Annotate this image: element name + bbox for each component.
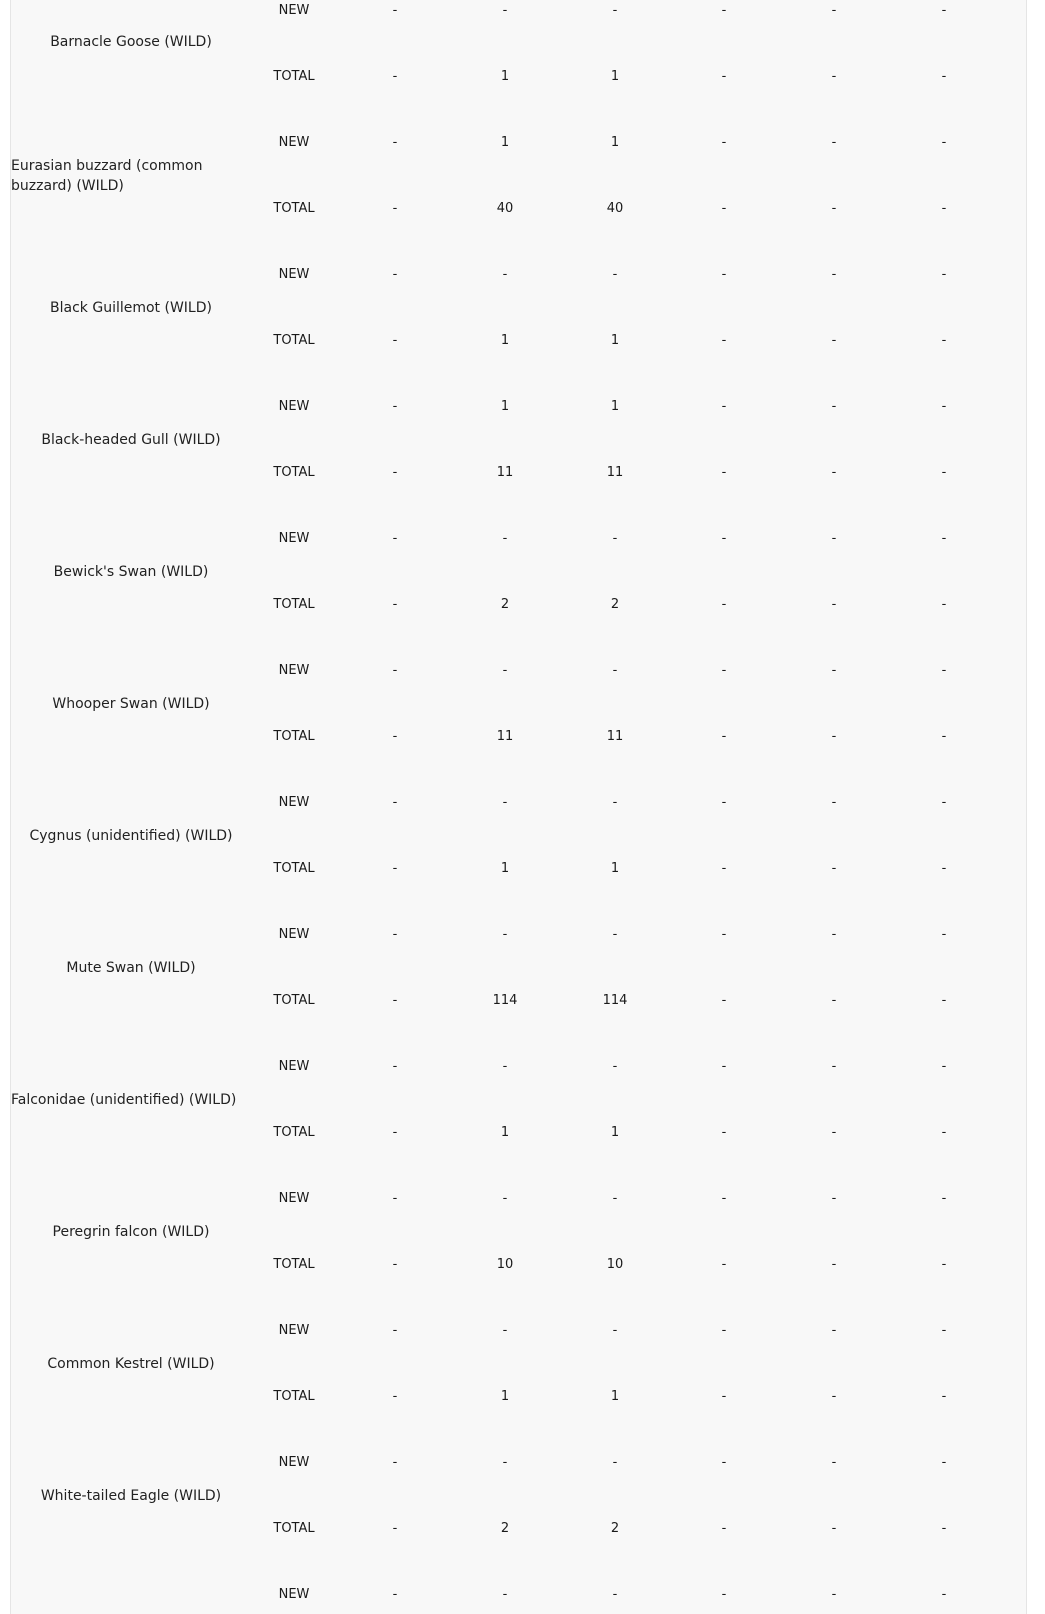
- table-cell: -: [612, 1587, 618, 1602]
- row-type-label: TOTAL: [273, 729, 315, 744]
- table-cell: -: [941, 3, 947, 18]
- table-cell: -: [392, 1455, 398, 1470]
- table-cell: 114: [602, 993, 628, 1008]
- table-cell: -: [831, 135, 837, 150]
- table-cell: 1: [500, 861, 510, 876]
- table-cell: -: [392, 69, 398, 84]
- table-cell: -: [392, 927, 398, 942]
- table-cell: -: [941, 1521, 947, 1536]
- table-cell: -: [831, 795, 837, 810]
- table-cell: -: [941, 729, 947, 744]
- table-cell: -: [721, 465, 727, 480]
- row-type-label: NEW: [278, 531, 310, 546]
- row-type-label: NEW: [278, 1587, 310, 1602]
- table-cell: 1: [610, 1389, 620, 1404]
- table-cell: -: [612, 267, 618, 282]
- table-cell: -: [502, 1191, 508, 1206]
- table-cell: -: [831, 1059, 837, 1074]
- table-cell: -: [831, 861, 837, 876]
- table-cell: -: [831, 663, 837, 678]
- table-cell: -: [612, 663, 618, 678]
- table-cell: -: [941, 861, 947, 876]
- row-type-label: TOTAL: [273, 1389, 315, 1404]
- species-name: [11, 1430, 251, 1562]
- table-cell: -: [721, 729, 727, 744]
- table-cell: 2: [610, 597, 620, 612]
- table-cell: -: [941, 333, 947, 348]
- species-label: Black Guillemot (WILD): [50, 300, 212, 316]
- table-cell: -: [502, 663, 508, 678]
- table-cell: 114: [492, 993, 518, 1008]
- row-type-label: TOTAL: [273, 201, 315, 216]
- table-cell: -: [721, 531, 727, 546]
- table-cell: -: [612, 1191, 618, 1206]
- table-cell: -: [502, 1455, 508, 1470]
- table-cell: -: [392, 3, 398, 18]
- table-cell: -: [392, 729, 398, 744]
- species-label: Mute Swan (WILD): [66, 960, 196, 976]
- species-name: [11, 638, 251, 770]
- table-cell: -: [721, 993, 727, 1008]
- table-cell: 1: [500, 333, 510, 348]
- table-cell: -: [831, 69, 837, 84]
- table-cell: -: [941, 927, 947, 942]
- table-cell: -: [941, 267, 947, 282]
- table-cell: -: [941, 1389, 947, 1404]
- table-cell: -: [392, 135, 398, 150]
- table-cell: -: [831, 531, 837, 546]
- table-cell: -: [831, 1191, 837, 1206]
- table-cell: 1: [610, 399, 620, 414]
- table-cell: -: [502, 927, 508, 942]
- species-table: [11, 0, 1026, 1614]
- species-name: [11, 506, 251, 638]
- species-label: Black-headed Gull (WILD): [41, 432, 221, 448]
- table-cell: -: [721, 69, 727, 84]
- table-cell: 1: [610, 69, 620, 84]
- table-cell: -: [502, 1059, 508, 1074]
- table-cell: -: [721, 333, 727, 348]
- table-cell: -: [941, 1455, 947, 1470]
- table-cell: -: [721, 1191, 727, 1206]
- row-type-label: NEW: [278, 399, 310, 414]
- table-cell: -: [502, 1323, 508, 1338]
- species-name: [11, 110, 251, 242]
- table-cell: -: [392, 399, 398, 414]
- table-cell: -: [392, 1257, 398, 1272]
- table-cell: -: [941, 1059, 947, 1074]
- table-cell: -: [941, 69, 947, 84]
- row-type-label: TOTAL: [273, 597, 315, 612]
- table-cell: -: [721, 1389, 727, 1404]
- species-label: Cygnus (unidentified) (WILD): [29, 828, 233, 844]
- species-name: [11, 1298, 251, 1430]
- table-cell: -: [612, 3, 618, 18]
- table-cell: -: [721, 399, 727, 414]
- species-label: Eurasian buzzard (common buzzard) (WILD): [11, 158, 203, 194]
- table-cell: -: [502, 3, 508, 18]
- table-cell: -: [612, 531, 618, 546]
- table-cell: 1: [610, 135, 620, 150]
- table-cell: -: [392, 597, 398, 612]
- species-name: [11, 902, 251, 1034]
- species-name: [11, 242, 251, 374]
- species-label: Common Kestrel (WILD): [47, 1356, 215, 1372]
- species-label: Whooper Swan (WILD): [52, 696, 210, 712]
- table-cell: -: [721, 1521, 727, 1536]
- table-cell: 1: [500, 399, 510, 414]
- row-type-label: NEW: [278, 927, 310, 942]
- row-type-label: TOTAL: [273, 333, 315, 348]
- table-cell: -: [392, 201, 398, 216]
- row-type-label: TOTAL: [273, 993, 315, 1008]
- table-cell: -: [721, 201, 727, 216]
- table-cell: -: [941, 993, 947, 1008]
- table-cell: -: [721, 135, 727, 150]
- table-cell: -: [831, 399, 837, 414]
- table-cell: -: [392, 1587, 398, 1602]
- table-cell: -: [392, 993, 398, 1008]
- table-cell: -: [612, 1455, 618, 1470]
- table-cell: -: [721, 1323, 727, 1338]
- table-cell: -: [941, 531, 947, 546]
- table-cell: -: [831, 1521, 837, 1536]
- table-cell: 1: [500, 1389, 510, 1404]
- row-type-label: TOTAL: [273, 69, 315, 84]
- table-cell: -: [502, 531, 508, 546]
- table-cell: -: [831, 1257, 837, 1272]
- table-cell: 1: [610, 333, 620, 348]
- table-cell: -: [721, 1587, 727, 1602]
- row-type-label: TOTAL: [273, 861, 315, 876]
- table-cell: -: [721, 663, 727, 678]
- table-cell: 10: [496, 1257, 514, 1272]
- table-cell: -: [831, 267, 837, 282]
- table-cell: -: [831, 1125, 837, 1140]
- report-panel: [10, 0, 1027, 1614]
- table-cell: -: [941, 1125, 947, 1140]
- table-cell: -: [721, 267, 727, 282]
- table-cell: -: [831, 729, 837, 744]
- table-cell: 2: [500, 597, 510, 612]
- table-cell: -: [941, 597, 947, 612]
- table-cell: -: [392, 531, 398, 546]
- table-cell: -: [721, 927, 727, 942]
- row-type-label: NEW: [278, 267, 310, 282]
- species-label: Falconidae (unidentified) (WILD): [11, 1092, 237, 1108]
- table-cell: 1: [610, 1125, 620, 1140]
- species-name: [11, 1034, 251, 1166]
- table-cell: -: [831, 1455, 837, 1470]
- row-type-label: TOTAL: [273, 465, 315, 480]
- table-cell: -: [392, 267, 398, 282]
- row-type-label: NEW: [278, 3, 310, 18]
- table-cell: -: [392, 861, 398, 876]
- table-cell: 2: [610, 1521, 620, 1536]
- row-type-label: NEW: [278, 795, 310, 810]
- table-cell: -: [941, 663, 947, 678]
- row-type-label: NEW: [278, 663, 310, 678]
- table-cell: -: [392, 1521, 398, 1536]
- row-type-label: NEW: [278, 1455, 310, 1470]
- table-cell: 1: [610, 861, 620, 876]
- species-label: White-tailed Eagle (WILD): [40, 1488, 222, 1504]
- table-cell: 11: [606, 729, 624, 744]
- table-cell: -: [831, 201, 837, 216]
- row-type-label: TOTAL: [273, 1521, 315, 1536]
- table-cell: -: [502, 267, 508, 282]
- table-cell: -: [721, 1125, 727, 1140]
- table-row: [11, 1585, 1026, 1605]
- table-cell: 10: [606, 1257, 624, 1272]
- table-cell: -: [392, 795, 398, 810]
- table-cell: -: [392, 1191, 398, 1206]
- table-cell: -: [612, 1323, 618, 1338]
- table-cell: 11: [496, 465, 514, 480]
- table-cell: -: [502, 1587, 508, 1602]
- species-name: [11, 770, 251, 902]
- table-cell: 1: [500, 69, 510, 84]
- species-label: Bewick's Swan (WILD): [53, 564, 209, 580]
- table-cell: -: [392, 663, 398, 678]
- row-type-label: TOTAL: [273, 1257, 315, 1272]
- species-name: [11, 1166, 251, 1298]
- table-cell: -: [831, 927, 837, 942]
- table-cell: 1: [500, 135, 510, 150]
- table-cell: -: [392, 1125, 398, 1140]
- table-cell: -: [941, 1191, 947, 1206]
- table-cell: -: [941, 1257, 947, 1272]
- table-cell: -: [941, 465, 947, 480]
- table-cell: -: [831, 1587, 837, 1602]
- table-cell: -: [941, 135, 947, 150]
- table-cell: -: [941, 201, 947, 216]
- table-cell: -: [721, 3, 727, 18]
- table-cell: -: [941, 399, 947, 414]
- table-cell: -: [721, 1455, 727, 1470]
- table-cell: -: [721, 1257, 727, 1272]
- table-cell: -: [502, 795, 508, 810]
- species-label: Peregrin falcon (WILD): [52, 1224, 210, 1240]
- table-cell: -: [721, 1059, 727, 1074]
- table-cell: -: [721, 861, 727, 876]
- row-type-label: NEW: [278, 1059, 310, 1074]
- table-cell: -: [831, 993, 837, 1008]
- table-cell: -: [392, 1389, 398, 1404]
- species-name: [11, 374, 251, 506]
- table-cell: -: [612, 927, 618, 942]
- row-type-label: NEW: [278, 135, 310, 150]
- species-label: Barnacle Goose (WILD): [50, 34, 212, 50]
- table-cell: 11: [496, 729, 514, 744]
- table-cell: -: [392, 333, 398, 348]
- row-type-label: NEW: [278, 1323, 310, 1338]
- species-name: [11, 0, 251, 108]
- table-cell: -: [831, 3, 837, 18]
- table-cell: -: [941, 795, 947, 810]
- table-cell: -: [831, 597, 837, 612]
- table-cell: -: [392, 465, 398, 480]
- table-cell: -: [941, 1323, 947, 1338]
- table-cell: -: [831, 333, 837, 348]
- table-cell: -: [721, 795, 727, 810]
- table-cell: -: [612, 795, 618, 810]
- table-cell: 40: [606, 201, 624, 216]
- row-type-label: NEW: [278, 1191, 310, 1206]
- row-type-label: TOTAL: [273, 1125, 315, 1140]
- table-cell: -: [831, 465, 837, 480]
- table-cell: -: [721, 597, 727, 612]
- table-cell: -: [831, 1389, 837, 1404]
- table-cell: -: [941, 1587, 947, 1602]
- table-cell: -: [831, 1323, 837, 1338]
- table-cell: 1: [500, 1125, 510, 1140]
- table-cell: 2: [500, 1521, 510, 1536]
- table-cell: -: [612, 1059, 618, 1074]
- table-cell: -: [392, 1323, 398, 1338]
- table-cell: 40: [496, 201, 514, 216]
- table-cell: -: [392, 1059, 398, 1074]
- table-cell: 11: [606, 465, 624, 480]
